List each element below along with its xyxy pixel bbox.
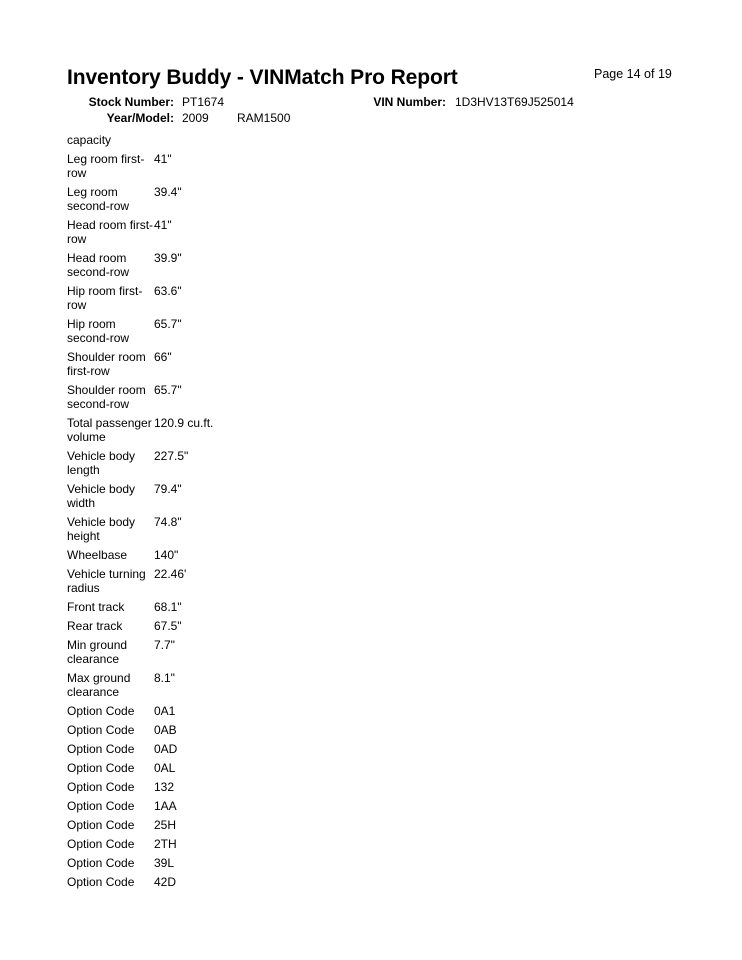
spec-label: Hip room second-row [67, 317, 130, 345]
spec-label: Vehicle body height [67, 515, 136, 543]
spec-label: Vehicle body width [67, 482, 136, 510]
spec-label: Wheelbase [67, 548, 128, 562]
spec-value: 0AB [154, 723, 177, 737]
spec-label: Total passenger volume [67, 416, 152, 444]
spec-row [67, 618, 367, 637]
spec-row [67, 760, 367, 779]
spec-value: 66" [154, 350, 172, 364]
vin-number-label: VIN Number: [373, 95, 446, 109]
spec-row [67, 448, 367, 481]
spec-row [67, 874, 367, 893]
spec-label: Shoulder room second-row [67, 383, 146, 411]
spec-value: 1AA [154, 799, 177, 813]
spec-row [67, 741, 367, 760]
stock-number-value: PT1674 [182, 95, 225, 109]
spec-value: 39.4" [154, 185, 182, 199]
spec-label: Option Code [67, 704, 135, 718]
year-value: 2009 [182, 111, 209, 125]
spec-value: 39.9" [154, 251, 182, 265]
spec-row [67, 382, 367, 415]
spec-label: Rear track [67, 619, 123, 633]
spec-value: 2TH [154, 837, 177, 851]
spec-row [67, 637, 367, 670]
spec-row [67, 132, 367, 151]
spec-label: Option Code [67, 875, 135, 889]
spec-row [67, 283, 367, 316]
spec-label: Option Code [67, 780, 135, 794]
spec-value: 42D [154, 875, 177, 889]
spec-value: 8.1" [154, 671, 175, 685]
report-title: Inventory Buddy - VINMatch Pro Report [67, 66, 458, 89]
spec-row [67, 481, 367, 514]
spec-row [67, 722, 367, 741]
spec-label: Option Code [67, 799, 135, 813]
model-value: RAM1500 [237, 111, 291, 125]
spec-value: 67.5" [154, 619, 182, 633]
spec-value: 0AL [154, 761, 176, 775]
spec-label: Option Code [67, 723, 135, 737]
spec-label: Option Code [67, 837, 135, 851]
spec-row [67, 184, 367, 217]
spec-label: Option Code [67, 856, 135, 870]
spec-row [67, 855, 367, 874]
spec-value [154, 133, 367, 147]
page-indicator: Page 14 of 19 [594, 67, 672, 81]
spec-value: 63.6" [154, 284, 182, 298]
spec-row [67, 566, 367, 599]
spec-label: Head room second-row [67, 251, 130, 279]
spec-label: Front track [67, 600, 125, 614]
spec-row [67, 316, 367, 349]
spec-row [67, 836, 367, 855]
spec-row [67, 599, 367, 618]
spec-value: 132 [154, 780, 175, 794]
spec-label: Hip room first-row [67, 284, 143, 312]
spec-row [67, 151, 367, 184]
spec-value: 0AD [154, 742, 178, 756]
spec-value: 41" [154, 152, 172, 166]
spec-value: 140" [154, 548, 179, 562]
spec-row [67, 779, 367, 798]
spec-row [67, 817, 367, 836]
spec-row [67, 547, 367, 566]
spec-label: Min ground clearance [67, 638, 128, 666]
spec-value: 22.46' [154, 567, 187, 581]
spec-value: 74.8" [154, 515, 182, 529]
spec-value: 25H [154, 818, 177, 832]
spec-value: 41" [154, 218, 172, 232]
spec-value: 120.9 cu.ft. [154, 416, 214, 430]
specifications-table [67, 132, 367, 893]
spec-row [67, 798, 367, 817]
spec-row [67, 670, 367, 703]
spec-value: 65.7" [154, 317, 182, 331]
spec-label: Vehicle turning radius [67, 567, 146, 595]
spec-label: Option Code [67, 761, 135, 775]
spec-value: 7.7" [154, 638, 175, 652]
spec-label: capacity [67, 133, 112, 147]
spec-label: Head room first-row [67, 218, 154, 246]
spec-value: 68.1" [154, 600, 182, 614]
spec-value: 39L [154, 856, 175, 870]
spec-label: Leg room second-row [67, 185, 130, 213]
spec-value: 0A1 [154, 704, 176, 718]
spec-label: Option Code [67, 742, 135, 756]
spec-row [67, 217, 367, 250]
stock-number-label: Stock Number: [88, 95, 174, 109]
year-model-label: Year/Model: [106, 111, 174, 125]
spec-row [67, 514, 367, 547]
spec-row [67, 415, 367, 448]
spec-label: Leg room first-row [67, 152, 145, 180]
spec-row [67, 349, 367, 382]
spec-value: 65.7" [154, 383, 182, 397]
spec-label: Max ground clearance [67, 671, 131, 699]
spec-label: Option Code [67, 818, 135, 832]
spec-value: 79.4" [154, 482, 182, 496]
spec-value: 227.5" [154, 449, 189, 463]
spec-row [67, 250, 367, 283]
spec-label: Vehicle body length [67, 449, 136, 477]
spec-label: Shoulder room first-row [67, 350, 146, 378]
spec-row [67, 703, 367, 722]
vin-number-value: 1D3HV13T69J525014 [455, 95, 574, 109]
